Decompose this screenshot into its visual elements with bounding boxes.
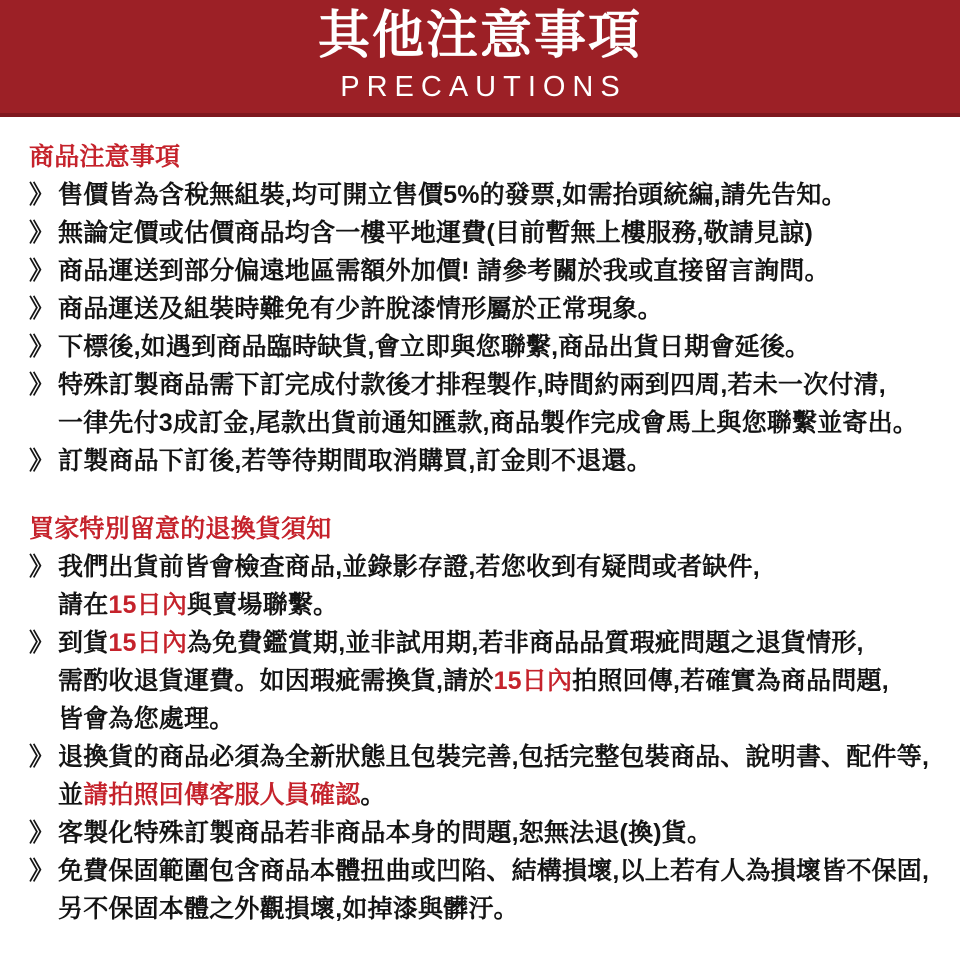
item-text: 商品運送及組裝時難免有少許脫漆情形屬於正常現象。	[58, 295, 663, 323]
list-item	[29, 252, 932, 290]
item-text: 商品運送到部分偏遠地區需額外加價! 請參考關於我或直接留言詢問。	[58, 257, 830, 285]
bullet-marker: 》	[29, 447, 55, 475]
item-line	[29, 548, 932, 586]
item-line-continuation	[29, 776, 932, 814]
list-item	[29, 852, 932, 928]
section-heading: 商品注意事項	[29, 143, 181, 171]
highlighted-text: 請拍照回傳客服人員確認	[83, 781, 361, 809]
item-text: 售價皆為含稅無組裝,均可開立售價5%的發票,如需抬頭統編,請先告知。	[58, 181, 847, 209]
highlighted-text: 15日內	[493, 667, 573, 695]
item-line	[29, 442, 932, 480]
item-line-continuation	[29, 662, 932, 700]
item-line	[29, 738, 932, 776]
item-line	[29, 852, 932, 890]
page-title: 其他注意事項	[317, 7, 642, 66]
bullet-marker: 》	[29, 629, 55, 657]
item-text: 需酌收退貨運費。如因瑕疵需換貨,請於	[58, 667, 494, 695]
bullet-marker: 》	[29, 553, 55, 581]
bullet-marker: 》	[29, 371, 55, 399]
item-line	[29, 214, 932, 252]
precautions-content	[0, 117, 960, 928]
section	[29, 138, 932, 480]
bullet-marker: 》	[29, 257, 55, 285]
bullet-marker: 》	[29, 219, 55, 247]
item-line-continuation	[29, 890, 932, 928]
item-text: 訂製商品下訂後,若等待期間取消購買,訂金則不退還。	[58, 447, 652, 475]
list-item	[29, 814, 932, 852]
item-line	[29, 328, 932, 366]
bullet-marker: 》	[29, 857, 55, 885]
list-item	[29, 328, 932, 366]
bullet-marker: 》	[29, 819, 55, 847]
list-item	[29, 624, 932, 738]
list-item	[29, 290, 932, 328]
item-line-continuation	[29, 404, 932, 442]
bullet-marker: 》	[29, 295, 55, 323]
item-line	[29, 252, 932, 290]
item-text: 無論定價或估價商品均含一樓平地運費(目前暫無上樓服務,敬請見諒)	[58, 219, 813, 247]
item-text: 到貨	[58, 629, 109, 657]
item-text: 並	[58, 781, 84, 809]
item-text: 拍照回傳,若確實為商品問題,	[572, 667, 889, 695]
list-item	[29, 738, 932, 814]
header-banner	[0, 0, 960, 117]
highlighted-text: 15日內	[108, 629, 188, 657]
section-heading: 買家特別留意的退換貨須知	[29, 515, 332, 543]
item-text: 請在	[58, 591, 109, 619]
item-line	[29, 290, 932, 328]
item-line	[29, 814, 932, 852]
item-text: 一律先付3成訂金,尾款出貨前通知匯款,商品製作完成會馬上與您聯繫並寄出。	[58, 409, 918, 437]
bullet-marker: 》	[29, 333, 55, 361]
item-line-continuation	[29, 586, 932, 624]
bullet-marker: 》	[29, 181, 55, 209]
section	[29, 510, 932, 928]
item-text: 皆會為您處理。	[58, 705, 235, 733]
item-line	[29, 366, 932, 404]
page-subtitle: PRECAUTIONS	[340, 70, 627, 103]
item-text: 與賣場聯繫。	[187, 591, 339, 619]
item-line	[29, 176, 932, 214]
item-line	[29, 624, 932, 662]
item-text: 為免費鑑賞期,並非試用期,若非商品品質瑕疵問題之退貨情形,	[187, 629, 864, 657]
list-item	[29, 214, 932, 252]
item-text: 退換貨的商品必須為全新狀態且包裝完善,包括完整包裝商品、說明書、配件等,	[58, 743, 930, 771]
item-text: 免費保固範圍包含商品本體扭曲或凹陷、結構損壞,以上若有人為損壞皆不保固,	[58, 857, 930, 885]
item-text: 特殊訂製商品需下訂完成付款後才排程製作,時間約兩到四周,若未一次付清,	[58, 371, 886, 399]
highlighted-text: 15日內	[108, 591, 188, 619]
item-text: 下標後,如遇到商品臨時缺貨,會立即與您聯繫,商品出貨日期會延後。	[58, 333, 811, 361]
item-text: 另不保固本體之外觀損壞,如掉漆與髒汙。	[58, 895, 519, 923]
list-item	[29, 442, 932, 480]
list-item	[29, 176, 932, 214]
item-text: 我們出貨前皆會檢查商品,並錄影存證,若您收到有疑問或者缺件,	[58, 553, 760, 581]
list-item	[29, 366, 932, 442]
item-text: 客製化特殊訂製商品若非商品本身的問題,恕無法退(換)貨。	[58, 819, 713, 847]
list-item	[29, 548, 932, 624]
bullet-marker: 》	[29, 743, 55, 771]
item-text: 。	[360, 781, 386, 809]
item-line-continuation	[29, 700, 932, 738]
